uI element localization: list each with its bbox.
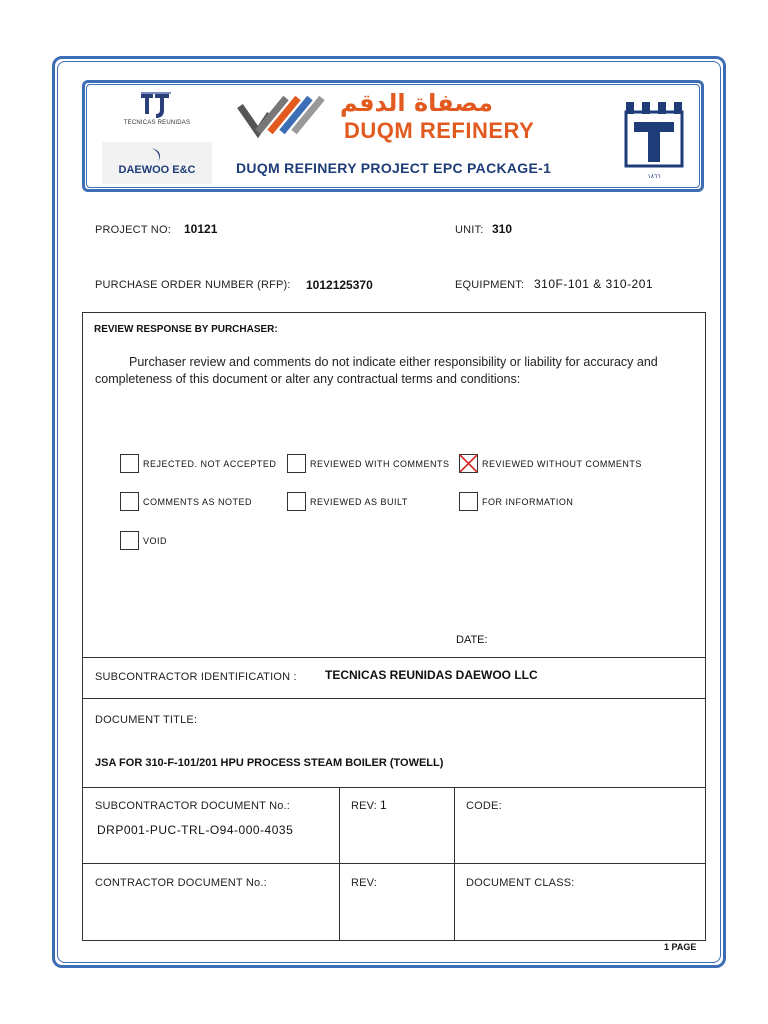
checkbox-reviewed-with-comments[interactable]	[287, 454, 306, 473]
po-label: PURCHASE ORDER NUMBER (RFP):	[95, 279, 291, 291]
page-number: 1 PAGE	[664, 942, 697, 952]
review-title: REVIEW RESPONSE BY PURCHASER:	[94, 324, 278, 335]
checkbox-comments-as-noted[interactable]	[120, 492, 139, 511]
emblem-caption: ١٨٦٦	[647, 173, 661, 180]
rev-label: REV:	[351, 800, 378, 812]
document-title-row	[82, 698, 706, 788]
sub-doc-label: SUBCONTRACTOR DOCUMENT No.:	[95, 800, 291, 812]
project-title: DUQM REFINERY PROJECT EPC PACKAGE-1	[236, 160, 552, 176]
checkbox-comments-as-noted-label: COMMENTS AS NOTED	[143, 497, 253, 507]
project-no-label: PROJECT NO:	[95, 224, 171, 236]
checkbox-reviewed-without-comments[interactable]	[459, 454, 478, 473]
sub-doc-value: DRP001-PUC-TRL-O94-000-4035	[97, 823, 294, 837]
duqm-refinery-name: DUQM REFINERY	[344, 118, 535, 143]
tecnicas-reunidas-icon	[139, 90, 175, 118]
checkbox-reviewed-as-built[interactable]	[287, 492, 306, 511]
checkbox-void-label: VOID	[143, 536, 168, 546]
document-title-label: DOCUMENT TITLE:	[95, 714, 198, 726]
duqm-refinery-mark-icon	[236, 92, 336, 144]
subcontractor-value: TECNICAS REUNIDAS DAEWOO LLC	[325, 668, 538, 682]
tecnicas-reunidas-logo	[102, 90, 212, 138]
po-value: 1012125370	[306, 278, 373, 292]
code-label: CODE:	[466, 800, 502, 812]
checkbox-for-information[interactable]	[459, 492, 478, 511]
contractor-doc-label: CONTRACTOR DOCUMENT No.:	[95, 877, 267, 889]
checkbox-rejected-label: REJECTED. NOT ACCEPTED	[143, 459, 277, 469]
duqm-arabic-name: مصفاة الدقم	[340, 89, 493, 117]
doc-class-label: DOCUMENT CLASS:	[466, 877, 575, 889]
unit-value: 310	[492, 222, 513, 236]
equipment-label: EQUIPMENT:	[455, 279, 525, 291]
unit-label: UNIT:	[455, 224, 484, 236]
table-column-line-2	[454, 787, 455, 941]
tower-emblem-icon	[622, 96, 686, 182]
tecnicas-reunidas-text: TECNICAS REUNIDAS	[123, 120, 191, 126]
document-title-value: JSA FOR 310-F-101/201 HPU PROCESS STEAM BOILER (TOWELL)	[95, 757, 444, 769]
subcontractor-label: SUBCONTRACTOR IDENTIFICATION :	[95, 671, 297, 683]
daewoo-text: DAEWOO E&C	[118, 164, 196, 176]
checkbox-rejected[interactable]	[120, 454, 139, 473]
table-divider	[82, 863, 706, 864]
project-no-value: 10121	[184, 222, 218, 236]
review-text-body: Purchaser review and comments do not indicate either responsibility or liability for accuracy and completeness of this document or alter any contractual terms and conditions:	[95, 355, 658, 386]
rev-value: 1	[380, 798, 388, 812]
daewoo-icon	[148, 146, 166, 164]
check-x-icon	[459, 454, 478, 473]
checkbox-reviewed-as-built-label: REVIEWED AS BUILT	[310, 497, 408, 507]
checkbox-reviewed-with-comments-label: REVIEWED WITH COMMENTS	[310, 459, 450, 469]
checkbox-void[interactable]	[120, 531, 139, 550]
checkbox-for-information-label: FOR INFORMATION	[482, 497, 574, 507]
date-label: DATE:	[456, 634, 488, 646]
rev2-label: REV:	[351, 877, 378, 889]
review-text	[95, 354, 705, 388]
checkbox-reviewed-without-comments-label: REVIEWED WITHOUT COMMENTS	[482, 459, 642, 469]
equipment-value: 310F-101 & 310-201	[534, 277, 654, 291]
table-column-line-1	[339, 787, 340, 941]
daewoo-logo	[102, 142, 212, 184]
